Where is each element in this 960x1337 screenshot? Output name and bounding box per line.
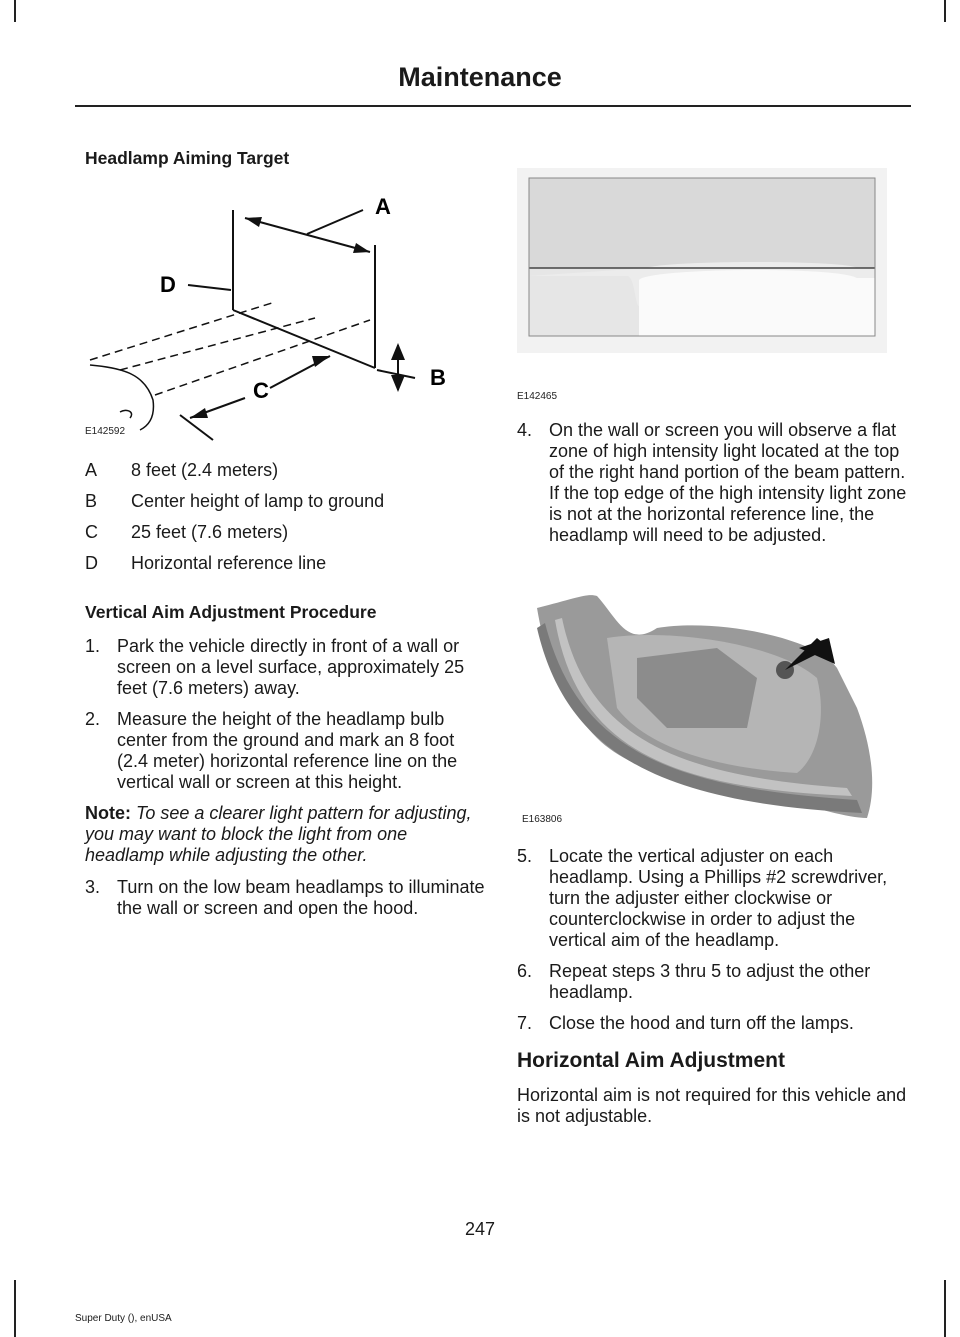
legend-row bbox=[85, 491, 485, 522]
step-item bbox=[517, 420, 909, 546]
note-label: Note: bbox=[85, 803, 131, 823]
legend-text: Center height of lamp to ground bbox=[131, 491, 385, 511]
section-heading-aiming-target bbox=[85, 148, 485, 169]
step-text: Close the hood and turn off the lamps. bbox=[549, 1013, 854, 1033]
legend-text: 25 feet (7.6 meters) bbox=[131, 522, 289, 542]
step-item bbox=[85, 636, 485, 699]
step-text: On the wall or screen you will observe a flat zone of high intensity light located at the top of the right hand portion of the beam pattern. If the top edge of the high intensity light zone is not at the horizontal reference line, the headlamp will need to be adjusted. bbox=[549, 420, 907, 545]
step-text: Locate the vertical adjuster on each headlamp. Using a Phillips #2 screwdriver, turn the adjuster either clockwise or counterclockwise in order to adjust the vertical aim of the headlamp. bbox=[549, 846, 888, 950]
headlamp-adjuster-figure bbox=[517, 588, 887, 828]
title-divider bbox=[75, 105, 911, 107]
legend-row bbox=[85, 522, 485, 553]
crop-mark bbox=[944, 1280, 946, 1337]
step-number: 3. bbox=[85, 877, 101, 897]
crop-mark bbox=[14, 0, 16, 22]
legend-key: B bbox=[85, 491, 98, 511]
legend-row bbox=[85, 553, 485, 584]
step-number: 2. bbox=[85, 709, 101, 729]
legend-text: 8 feet (2.4 meters) bbox=[131, 460, 279, 480]
label-c: C bbox=[253, 378, 269, 403]
label-b: B bbox=[430, 365, 446, 390]
beam-pattern-figure bbox=[517, 168, 887, 353]
step-number: 1. bbox=[85, 636, 101, 656]
figure-code: E142592 bbox=[85, 426, 126, 437]
figure-code: E142465 bbox=[517, 391, 558, 402]
footer-doc-info: Super Duty (), enUSA bbox=[75, 1313, 172, 1324]
step-number: 6. bbox=[517, 961, 533, 981]
step-text: Repeat steps 3 thru 5 to adjust the other headlamp. bbox=[549, 961, 871, 1002]
legend-key: A bbox=[85, 460, 98, 480]
figure-legend bbox=[85, 460, 485, 584]
step-text: Turn on the low beam headlamps to illuminate the wall or screen and open the hood. bbox=[117, 877, 485, 918]
step-4 bbox=[517, 420, 909, 556]
step-item bbox=[517, 961, 909, 1003]
step-text: Park the vehicle directly in front of a wall or screen on a level surface, approximately 25 feet (7.6 meters) away. bbox=[117, 636, 465, 698]
section-heading: Horizontal Aim Adjustment bbox=[517, 1049, 785, 1072]
section-heading: Vertical Aim Adjustment Procedure bbox=[85, 602, 377, 622]
step-item bbox=[85, 709, 485, 793]
label-a: A bbox=[375, 194, 391, 219]
vertical-aim-section bbox=[85, 602, 485, 929]
paragraph: Horizontal aim is not required for this vehicle and is not adjustable. bbox=[517, 1085, 907, 1126]
legend-row bbox=[85, 460, 485, 491]
step-number: 7. bbox=[517, 1013, 533, 1033]
label-d: D bbox=[160, 272, 176, 297]
legend-text: Horizontal reference line bbox=[131, 553, 327, 573]
heading-text: Headlamp Aiming Target bbox=[85, 148, 290, 168]
legend-key: C bbox=[85, 522, 98, 542]
note-text: To see a clearer light pattern for adjusting, you may want to block the light from one headlamp while adjusting the other. bbox=[85, 803, 472, 865]
figure-code: E163806 bbox=[522, 814, 563, 825]
step-number: 5. bbox=[517, 846, 533, 866]
crop-mark bbox=[944, 0, 946, 22]
page-number: 247 bbox=[464, 1219, 496, 1239]
crop-mark bbox=[14, 1280, 16, 1337]
step-number: 4. bbox=[517, 420, 533, 440]
steps-5-7 bbox=[517, 846, 909, 1127]
step-item bbox=[517, 1013, 909, 1034]
page-title: Maintenance bbox=[398, 62, 562, 92]
note bbox=[85, 803, 485, 866]
step-item bbox=[85, 877, 485, 919]
legend-key: D bbox=[85, 553, 98, 573]
step-item bbox=[517, 846, 909, 951]
aiming-target-diagram bbox=[85, 190, 465, 445]
step-text: Measure the height of the headlamp bulb center from the ground and mark an 8 foot (2.4 meter) horizontal reference line on the vertical wall or screen at this height. bbox=[117, 709, 458, 792]
